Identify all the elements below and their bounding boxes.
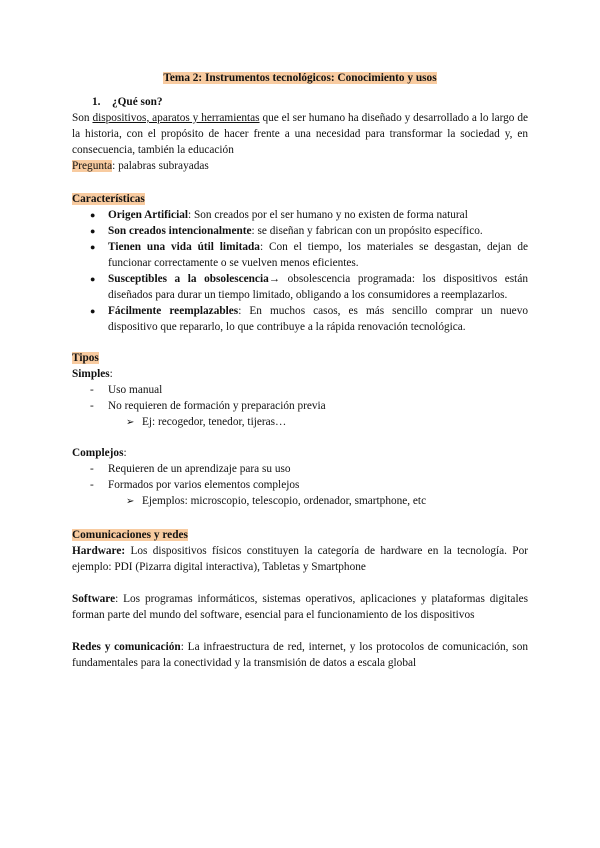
comunicaciones-heading: Comunicaciones y redes <box>72 529 188 541</box>
example-text: Ej: recogedor, tenedor, tijeras… <box>142 416 287 428</box>
item-text: : Con el tiempo, los materiales se desgastan, dejan de funcionar correctamente o se vuelven menos eficientes. <box>108 241 528 269</box>
list-item <box>72 207 528 223</box>
item-text: : Son creados por el ser humano y no existen de forma natural <box>188 209 468 221</box>
tipos-section <box>72 350 528 510</box>
item-term: Tienen una vida útil limitada <box>108 241 260 253</box>
tipos-heading: Tipos <box>72 352 99 364</box>
comunicaciones-section <box>72 527 528 671</box>
caracteristicas-list <box>72 207 528 335</box>
page-title <box>72 70 528 86</box>
hardware-text: Los dispositivos físicos constituyen la categoría de hardware en la tecnología. Por ejemplo: PDI (Pizarra digital interactiva), Tabletas y Smartphone <box>72 545 528 573</box>
redes-label: Redes y comunicación <box>72 641 181 653</box>
item-term: Fácilmente reemplazables <box>108 305 239 317</box>
arrow-icon: ➢ <box>126 417 135 428</box>
simples-label: Simples <box>72 368 110 380</box>
list-item: - Requieren de un aprendizaje para su uso <box>72 461 528 477</box>
section-number: 1. <box>92 96 101 108</box>
software-label: Software <box>72 593 116 605</box>
question-line <box>72 158 528 174</box>
complejos-colon: : <box>123 447 127 459</box>
item-term: Son creados intencionalmente <box>108 225 252 237</box>
caracteristicas-heading: Características <box>72 193 145 205</box>
document-page <box>72 70 528 671</box>
caracteristicas-section <box>72 191 528 335</box>
intro-underlined: dispositivos, aparatos y herramientas <box>92 112 260 124</box>
page-title-text: Tema 2: Instrumentos tecnológicos: Conocimiento y usos <box>163 72 437 84</box>
list-item <box>72 223 528 239</box>
question-label: Pregunta <box>72 160 113 172</box>
example-text: Ejemplos: microscopio, telescopio, ordenador, smartphone, etc <box>142 495 427 507</box>
redes-paragraph <box>72 639 528 671</box>
list-item <box>72 271 528 303</box>
simples-example <box>72 414 528 431</box>
list-item: - Formados por varios elementos complejos <box>72 477 528 493</box>
complejos-list <box>72 461 528 493</box>
item-term: Origen Artificial <box>108 209 188 221</box>
hardware-paragraph <box>72 543 528 575</box>
section-heading-text: ¿Qué son? <box>112 96 163 108</box>
simples-colon: : <box>109 368 113 380</box>
complejos-example <box>72 493 528 510</box>
list-item <box>72 239 528 271</box>
software-paragraph <box>72 591 528 623</box>
complejos-label: Complejos <box>72 447 124 459</box>
simples-list <box>72 382 528 414</box>
item-text: → obsolescencia programada: los dispositivos están diseñados para durar un tiempo limitado, obligando a los consumidores a reemplazarlos. <box>108 273 528 301</box>
item-text: : se diseñan y fabrican con un propósito específico. <box>251 225 483 237</box>
intro-post: que el ser humano ha diseñado y desarrollado a lo largo de la historia, con el propósito de hacer frente a una necesidad para transformar la sociedad y, en consecuencia, también la educación <box>72 112 528 156</box>
list-item: - No requieren de formación y preparación previa <box>72 398 528 414</box>
software-text: : Los programas informáticos, sistemas operativos, aplicaciones y plataformas digitales forman parte del mundo del software, esencial para el funcionamiento de los dispositivos <box>72 593 528 621</box>
redes-text: : La infraestructura de red, internet, y los protocolos de comunicación, son fundamentales para la conectividad y la transmisión de datos a escala global <box>72 641 529 669</box>
question-text: : palabras subrayadas <box>112 160 209 172</box>
hardware-label: Hardware: <box>72 545 126 557</box>
arrow-icon: ➢ <box>126 496 135 507</box>
item-term: Susceptibles a la obsolescencia <box>108 273 269 285</box>
list-item <box>72 303 528 335</box>
intro-paragraph <box>72 110 528 158</box>
item-text: : En muchos casos, es más sencillo comprar un nuevo dispositivo que repararlo, lo que contribuye a la rápida renovación tecnológica. <box>108 305 528 333</box>
intro-pre: Son <box>72 112 93 124</box>
section-heading-que-son <box>92 94 528 110</box>
list-item: - Uso manual <box>72 382 528 398</box>
